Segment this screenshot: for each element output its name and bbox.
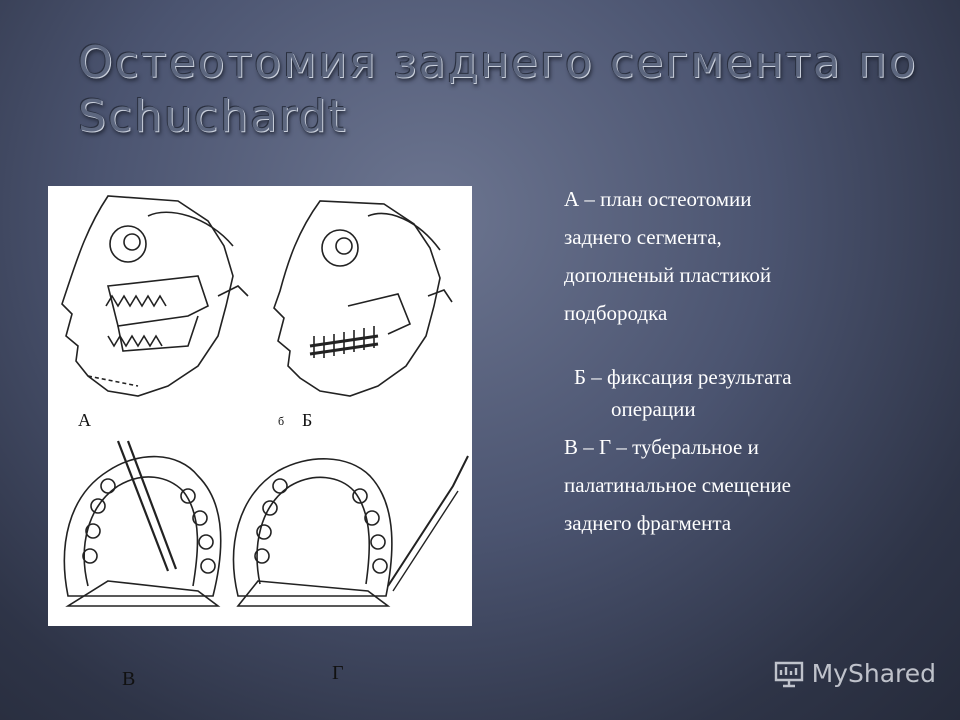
figure-label-g: Г: [332, 662, 344, 684]
figure-label-a: А: [78, 410, 91, 430]
figure-label-small-b: б: [278, 414, 285, 428]
desc-vg-line-1: В – Г – туберальное и: [564, 435, 759, 459]
desc-a-line-3: дополненый пластикой: [564, 263, 772, 287]
presentation-board-icon: [772, 658, 806, 688]
description-text: [564, 180, 924, 542]
desc-vg-line-2: палатинальное смещение: [564, 473, 792, 497]
desc-a-line-4: подбородка: [564, 301, 668, 325]
slide-title: Остеотомия заднего сегмента по Schuchardt: [78, 37, 918, 142]
desc-a-line-2: заднего сегмента,: [564, 225, 722, 249]
figure-label-b: Б: [302, 410, 313, 430]
watermark-brand: MyShared: [811, 658, 936, 688]
figure-label-v: В: [122, 668, 136, 690]
desc-b-first: Б – фиксация результата: [574, 365, 792, 389]
paragraph-spacer: [564, 332, 924, 358]
illustration-drawing: [48, 186, 472, 626]
myshared-watermark: [772, 656, 936, 690]
desc-vg-line-3: заднего фрагмента: [564, 511, 732, 535]
desc-b-continuation: операции: [611, 397, 696, 421]
desc-a-line-1: А – план остеотомии: [564, 187, 752, 211]
surgical-illustration: [48, 186, 472, 626]
